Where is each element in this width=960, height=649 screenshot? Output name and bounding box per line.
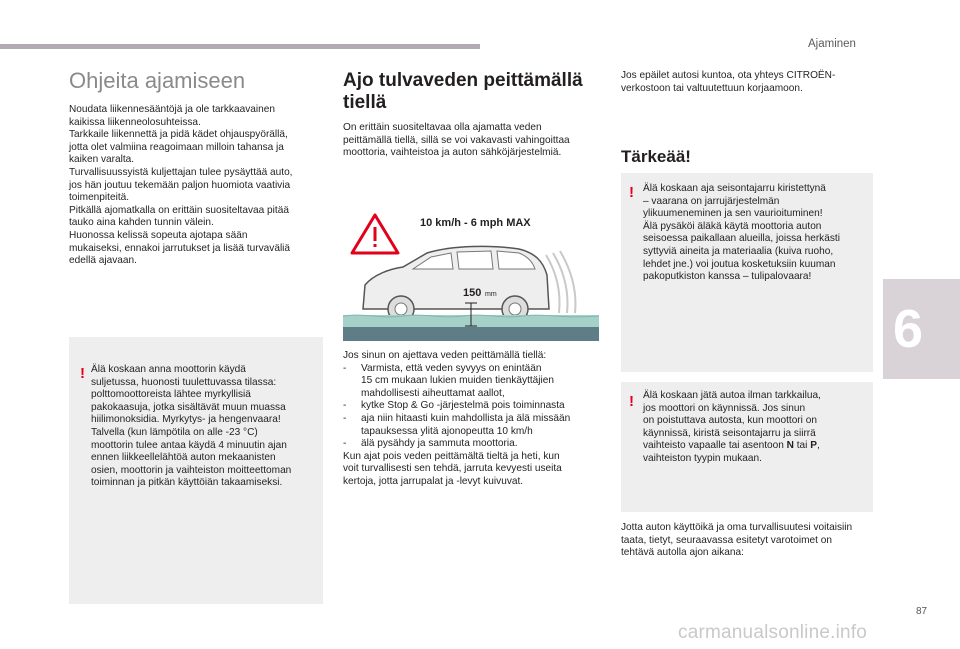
middle-column xyxy=(343,70,605,160)
right-bottom-text: Jotta auton käyttöikä ja oma turvallisuutesi voitaisiin taata, tietyt, seuraavassa esitetyt varotoimet on tehtävä autolla ajon aikana: xyxy=(621,522,853,559)
speed-limit-label: 10 km/h - 6 mph MAX xyxy=(420,217,531,229)
right-top xyxy=(621,70,883,95)
left-warning-text: Älä koskaan anna moottorin käydä suljetussa, huonosti tuulettuvassa tilassa: polttomoottoreista lähtee myrkyllisiä pakokaasuja, jotka sisältävät muun muassa hiilimonoksidia. Myrkytys- ja hengenvaara! Talvella (kun lämpötila on alle -23 °C) moottorin tulee antaa käydä 4 minuutin ajan ennen liikkeellelähtöä auton mekaanisten osien, moottorin ja vaihteiston moitteettoman toiminnan ja pitkän käyttöiän takaamiseksi. xyxy=(91,364,292,489)
right-warning-box-1 xyxy=(621,173,873,372)
list-item: - aja niin hitaasti kuin mahdollista ja älä missään tapauksessa ylitä ajonopeutta 10 km/h xyxy=(343,413,605,438)
page-number: 87 xyxy=(916,606,928,617)
depth-unit: mm xyxy=(485,291,497,298)
section-title: Ajaminen xyxy=(808,38,856,50)
warning-icon: ! xyxy=(629,393,634,410)
middle-instructions xyxy=(343,350,605,489)
middle-title-line2: tiellä xyxy=(343,92,387,113)
depth-value: 150 xyxy=(463,287,482,299)
right-bottom xyxy=(621,522,883,560)
list-item: - älä pysähdy ja sammuta moottoria. xyxy=(343,438,605,451)
right-warning-box-2 xyxy=(621,382,873,512)
warning-icon: ! xyxy=(629,184,634,201)
list-intro: Jos sinun on ajettava veden peittämällä tiellä: xyxy=(343,350,547,361)
important-title: Tärkeää! xyxy=(621,147,691,166)
chapter-number: 6 xyxy=(893,299,924,359)
middle-title-line1: Ajo tulvaveden peittämällä xyxy=(343,70,583,91)
instruction-list xyxy=(343,363,605,451)
road-surface xyxy=(343,327,599,341)
left-title: Ohjeita ajamiseen xyxy=(69,68,246,93)
left-warning-box xyxy=(69,337,323,604)
middle-intro: On erittäin suositeltavaa olla ajamatta veden peittämällä tiellä, sillä se voi vakavasti vahingoittaa moottoria, vaihteistoa ja auton sähköjärjestelmiä. xyxy=(343,122,570,159)
flood-figure xyxy=(343,205,599,341)
warning-icon: ! xyxy=(80,365,85,382)
header-bar xyxy=(0,44,480,49)
left-column xyxy=(69,68,327,268)
middle-outro: Kun ajat pois veden peittämältä tieltä ja heti, kun voit turvallisesti sen tehdä, jarruta kevyesti useita kertoja, jotta jarrupalat ja -levyt kuivuvat. xyxy=(343,450,562,487)
important-heading xyxy=(621,147,691,167)
watermark: carmanualsonline.info xyxy=(678,622,868,643)
right-top-text: Jos epäilet autosi kuntoa, ota yhteys CITROËN- verkostoon tai valtuutettuun korjaamoon. xyxy=(621,70,836,94)
list-item: - kytke Stop & Go -järjestelmä pois toiminnasta xyxy=(343,400,605,413)
left-body: Noudata liikennesääntöjä ja ole tarkkaavainen kaikissa liikenneolosuhteissa. Tarkkaile liikennettä ja pidä kädet ohjauspyörällä, jotta olet valmiina reagoimaan milloin tahansa ja kaiken varalta. Turvallisuussyistä kuljettajan tulee pysäyttää auto, jos hän joutuu tekemään paljon huomiota vaativia toimenpiteitä. Pitkällä ajomatkalla on erittäin suositeltavaa pitää tauko aina kahden tunnin välein. Huonossa kelissä sopeuta ajotapa sään mukaiseksi, ennakoi jarrutukset ja lisää turvaväliä edellä ajavaan. xyxy=(69,104,293,267)
right-warning-text-1: Älä koskaan aja seisontajarru kiristettynä – vaarana on jarrujärjestelmän ylikuumeneminen ja sen vaurioituminen! Älä pysäköi äläkä käytä moottoria auton seisoessa paikallaan alueilla, joissa herkästi syttyviä aineita ja materiaalia (kuiva ruoho, lehdet jne.) voi joutua kosketuksiin kuuman pakoputkiston kanssa – tulipalovaara! xyxy=(643,183,840,283)
right-warning-text-2: Älä koskaan jätä autoa ilman tarkkailua, jos moottori on käynnissä. Jos sinun on poistuttava autosta, kun moottori on käynnissä, kiristä seisontajarru ja siirrä vaihteisto vapaalle tai asentoon N tai P, vaihteiston tyypin mukaan. xyxy=(643,390,821,464)
list-item: - Varmista, että veden syvyys on enintään 15 cm mukaan lukien muiden tienkäyttäjien mahdollisesti aiheuttamat aallot, xyxy=(343,363,605,401)
